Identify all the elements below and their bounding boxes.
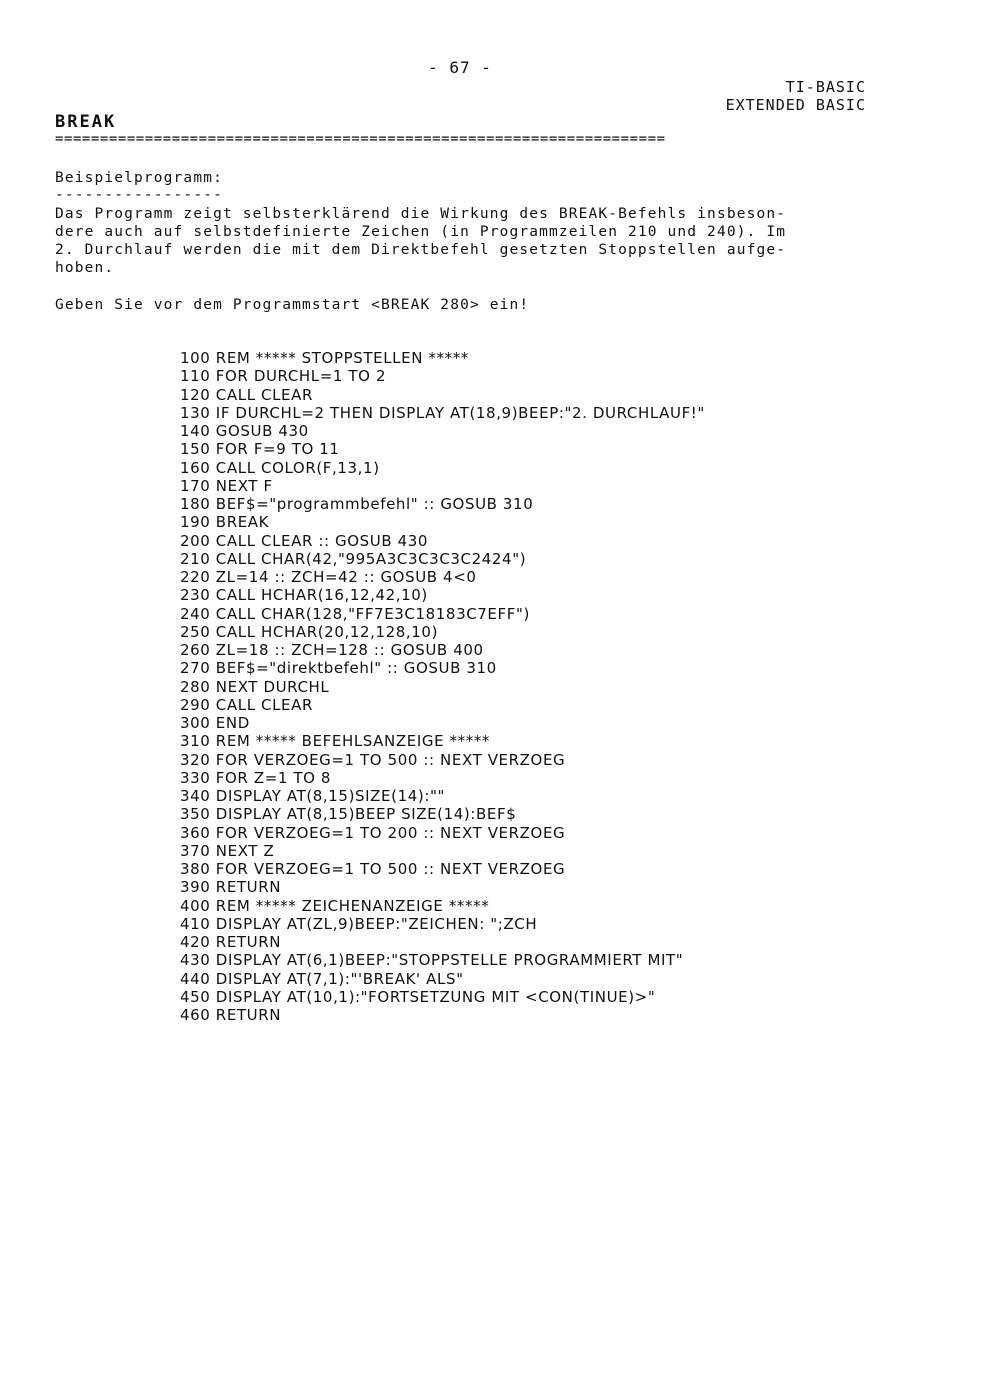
page-number: - 67 - [428,58,492,77]
code-line: 390 RETURN [180,878,282,897]
code-line: 200 CALL CLEAR :: GOSUB 430 [180,531,429,550]
code-line: 350 DISPLAY AT(8,15)BEEP SIZE(14):BEF$ [180,805,517,824]
paragraph-line: dere auch auf selbstdefinierte Zeichen (in Programmzeilen 210 und 240). Im [55,224,787,240]
code-line: 110 FOR DURCHL=1 TO 2 [180,367,387,386]
code-line: 170 NEXT F [180,476,273,495]
code-line: 420 RETURN [180,933,282,951]
code-line: 430 DISPLAY AT(6,1)BEEP:"STOPPSTELLE PROGRAMMIERT MIT" [180,951,684,970]
code-listing [180,349,705,1024]
code-line: 270 BEF$="direktbefehl" :: GOSUB 310 [180,659,497,678]
code-line: 220 ZL=14 :: ZCH=42 :: GOSUB 4<0 [180,568,477,586]
code-line: 190 BREAK [180,513,270,532]
header-extended-basic: EXTENDED BASIC [725,96,866,114]
code-line: 130 IF DURCHL=2 THEN DISPLAY AT(18,9)BEEP:"2. DURCHLAUF!" [180,403,705,422]
code-line: 140 GOSUB 430 [180,422,309,440]
code-line: 320 FOR VERZOEG=1 TO 500 :: NEXT VERZOEG [180,750,566,769]
code-line: 360 FOR VERZOEG=1 TO 200 :: NEXT VERZOEG [180,823,566,842]
code-line: 180 BEF$="programmbefehl" :: GOSUB 310 [180,495,534,513]
instruction-line: Geben Sie vor dem Programmstart <BREAK 280> ein! [55,297,530,313]
code-line: 370 NEXT Z [180,841,275,860]
code-line: 300 END [180,714,250,732]
code-line: 310 REM ***** BEFEHLSANZEIGE ***** [180,732,491,751]
header-ti-basic: TI-BASIC [785,78,866,96]
code-line: 340 DISPLAY AT(8,15)SIZE(14):"" [180,787,445,805]
code-line: 160 CALL COLOR(F,13,1) [180,458,380,477]
paragraph-line: 2. Durchlauf werden die mit dem Direktbefehl gesetzten Stoppstellen aufge- [55,242,787,258]
code-line: 290 CALL CLEAR [180,695,314,714]
section-heading: Beispielprogramm: [55,170,223,186]
code-line: 280 NEXT DURCHL [180,677,330,696]
paragraph-line: hoben. [55,260,115,276]
page-title: BREAK [55,112,117,132]
paragraph-line: Das Programm zeigt selbsterklärend die Wirkung des BREAK-Befehls insbeson- [55,206,787,222]
code-line: 260 ZL=18 :: ZCH=128 :: GOSUB 400 [180,641,484,659]
code-line: 460 RETURN [180,1006,282,1024]
code-line: 330 FOR Z=1 TO 8 [180,768,332,787]
code-line: 440 DISPLAY AT(7,1):"'BREAK' ALS" [180,969,464,988]
code-line: 410 DISPLAY AT(ZL,9)BEEP:"ZEICHEN: ";ZCH [180,914,538,933]
code-line: 120 CALL CLEAR [180,385,314,404]
code-line: 230 CALL HCHAR(16,12,42,10) [180,586,428,605]
code-line: 150 FOR F=9 TO 11 [180,440,340,459]
code-line: 250 CALL HCHAR(20,12,128,10) [180,622,439,641]
code-line: 400 REM ***** ZEICHENANZEIGE ***** [180,896,490,915]
section-underline: ----------------- [55,187,223,203]
title-rule: ==================================================================== [55,131,666,147]
code-line: 210 CALL CHAR(42,"995A3C3C3C3C2424") [180,549,527,568]
code-line: 240 CALL CHAR(128,"FF7E3C18183C7EFF") [180,604,530,623]
code-line: 380 FOR VERZOEG=1 TO 500 :: NEXT VERZOEG [180,860,566,878]
code-line: 100 REM ***** STOPPSTELLEN ***** [180,349,469,367]
code-line: 450 DISPLAY AT(10,1):"FORTSETZUNG MIT <CON(TINUE)>" [180,987,656,1006]
